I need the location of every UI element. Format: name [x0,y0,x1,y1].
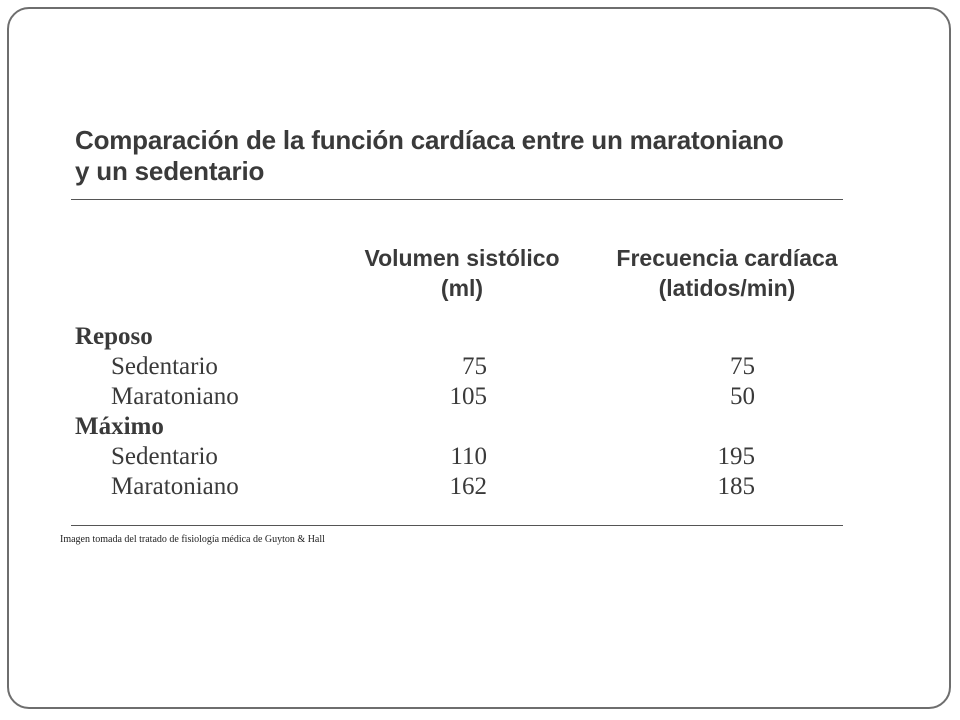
table-row [71,472,843,502]
column-header-stroke-volume [355,243,569,303]
heart-rate-value: 185 [717,473,755,500]
table-row [71,442,843,472]
row-label: Maratoniano [111,383,239,410]
stroke-volume-value: 105 [449,383,487,410]
column-header-heart-rate-line-1: Frecuencia cardíaca [616,245,838,271]
table-title-line-2: y un sedentario [75,156,265,186]
heart-rate-value: 195 [717,443,755,470]
heart-rate-value: 50 [730,383,755,410]
column-header-heart-rate [609,243,845,303]
row-label: Sedentario [111,353,218,380]
table-figure [71,119,845,534]
top-rule [71,199,843,200]
group-label: Máximo [75,413,164,440]
column-header-stroke-volume-line-2: (ml) [440,275,484,301]
table-title [75,125,784,187]
stroke-volume-value: 110 [450,443,487,470]
stroke-volume-value: 162 [449,473,487,500]
row-label: Maratoniano [111,473,239,500]
table-row [71,352,843,382]
group-label: Reposo [75,323,153,350]
column-header-heart-rate-line-2: (latidos/min) [658,275,796,301]
table-row [71,382,843,412]
bottom-rule [71,525,843,526]
image-caption: Imagen tomada del tratado de fisiología médica de Guyton & Hall [60,534,325,545]
column-header-stroke-volume-line-1: Volumen sistólico [364,245,560,271]
heart-rate-value: 75 [730,353,755,380]
row-label: Sedentario [111,443,218,470]
group-header-rest [71,322,843,352]
group-header-maximum [71,412,843,442]
stroke-volume-value: 75 [462,353,487,380]
table-title-line-1: Comparación de la función cardíaca entre un maratoniano [75,125,784,155]
slide-frame [7,7,951,709]
